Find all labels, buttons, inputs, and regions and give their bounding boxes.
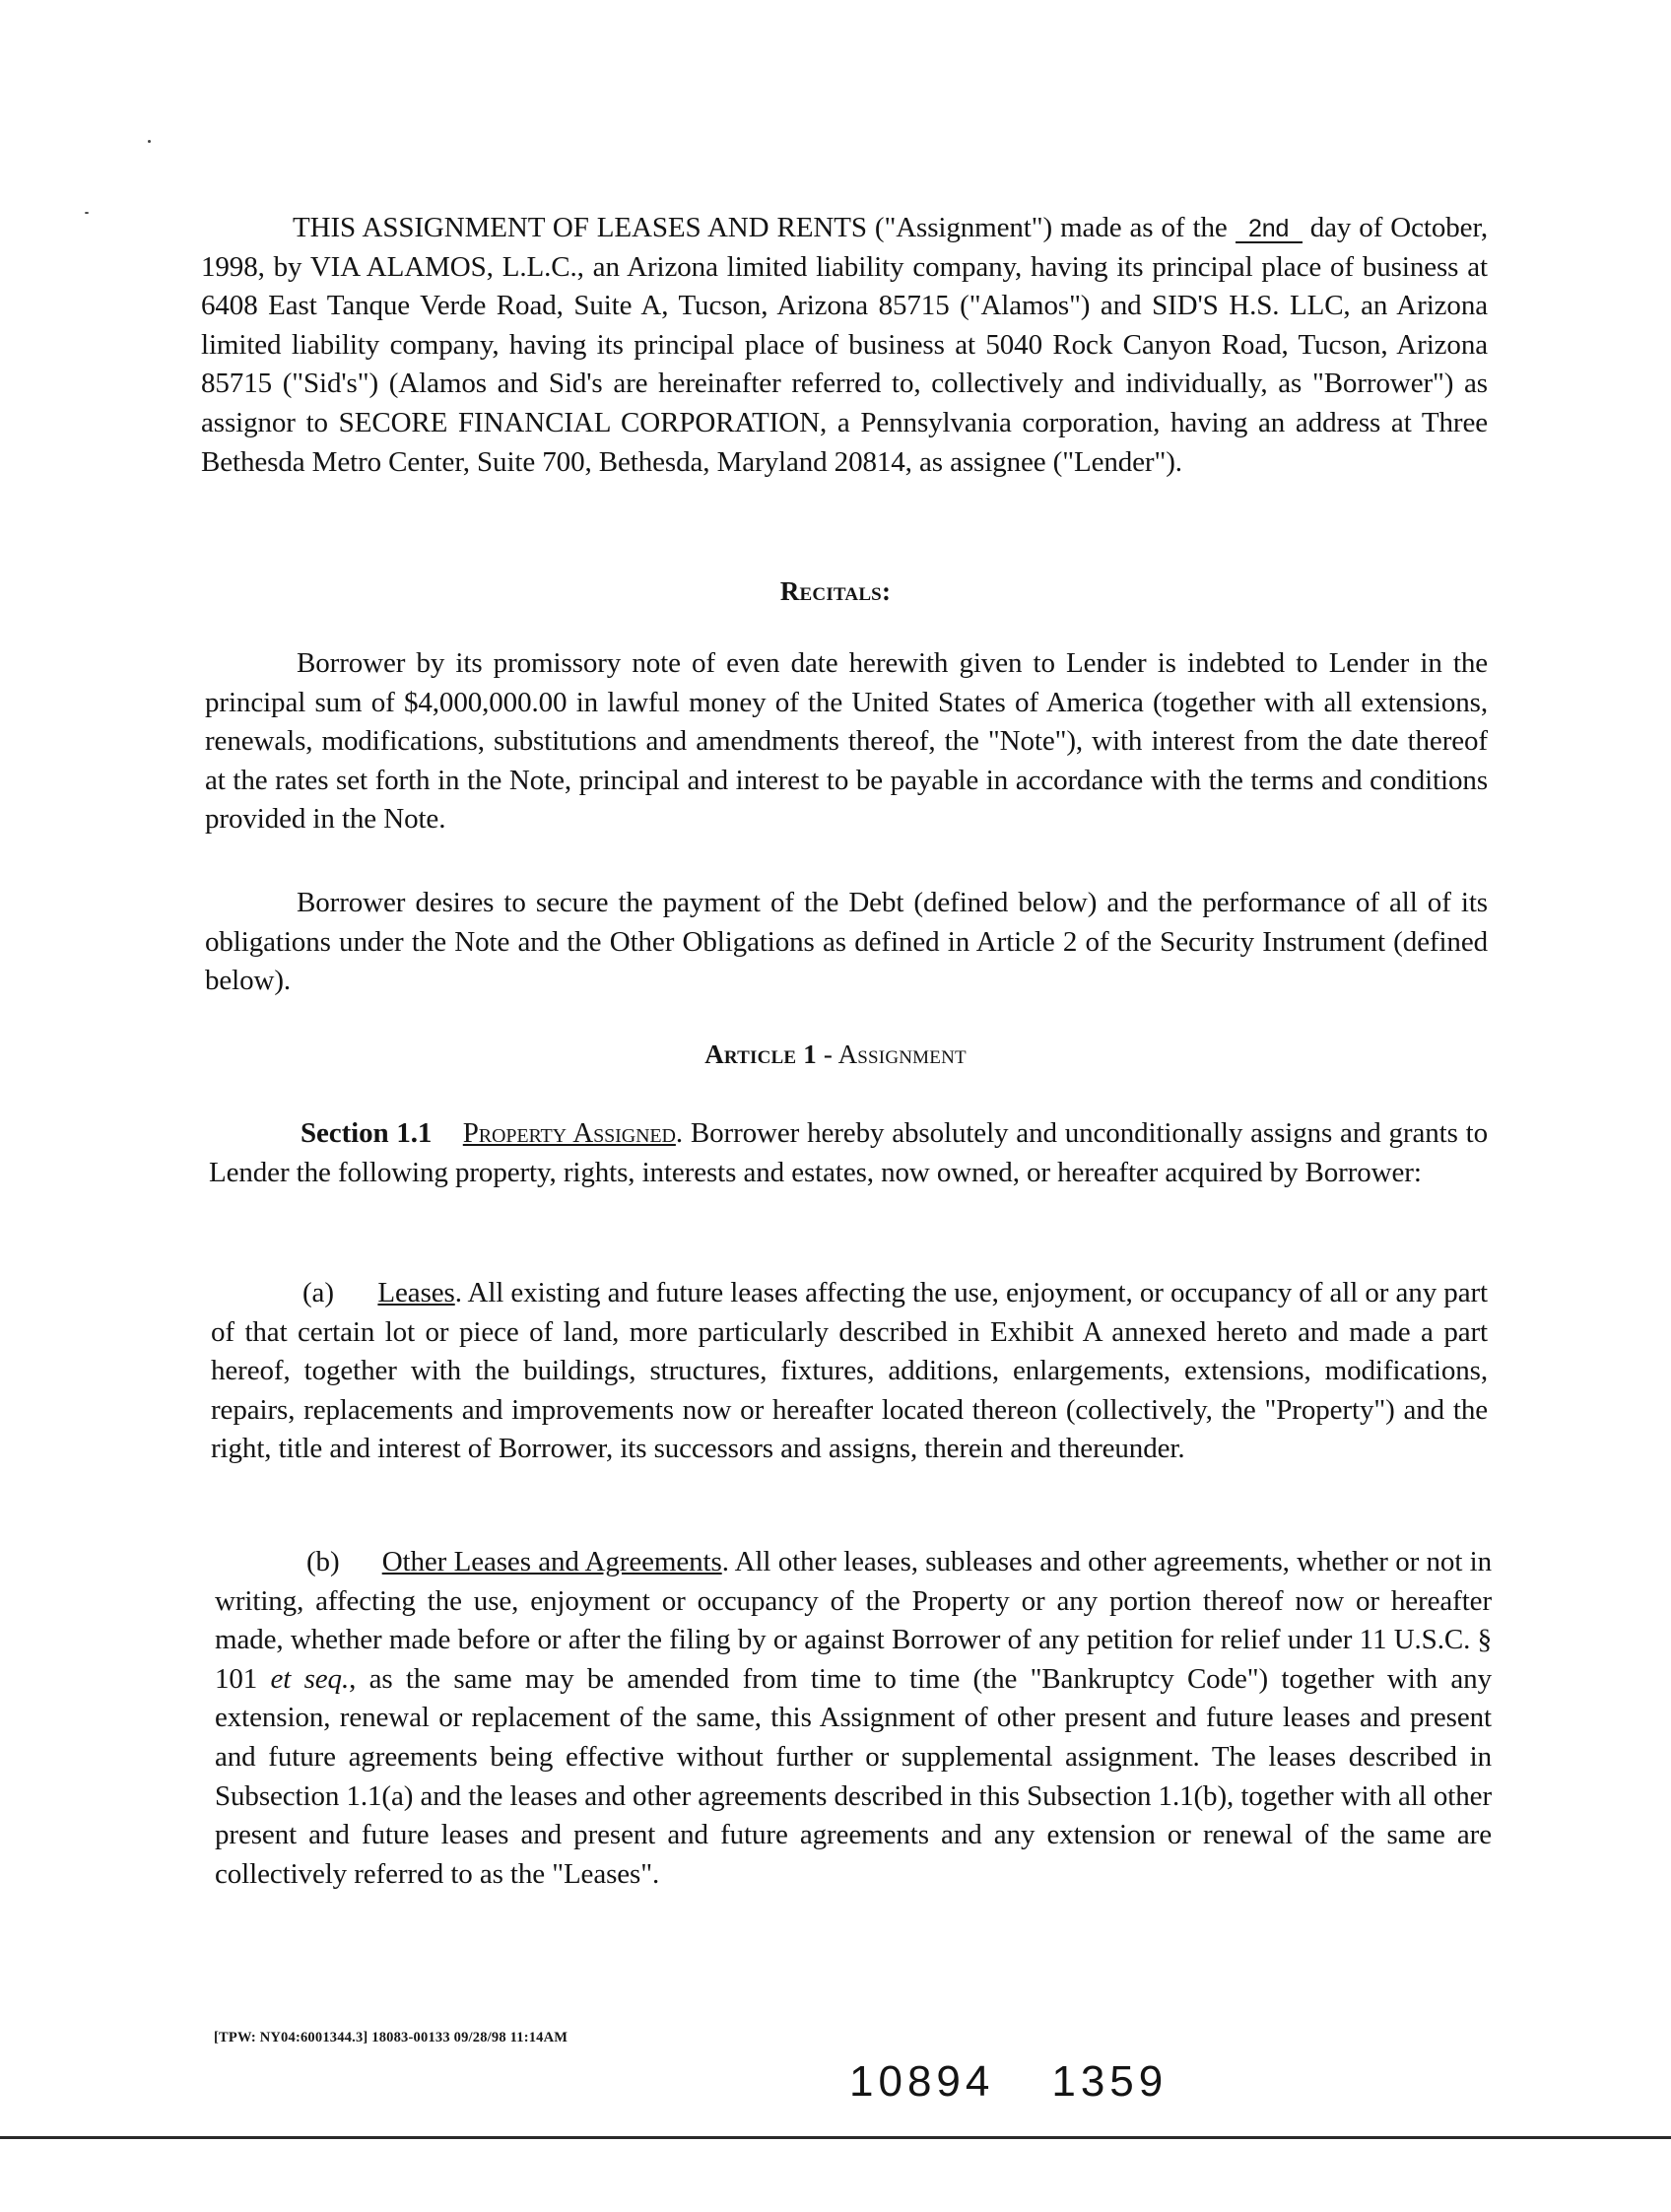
subsection-b: (b) Other Leases and Agreements. All other leases, subleases and other agreements, whether or not in writing, affecting the use, enjoyment or occupancy of the Property or any portion thereof now or hereafter made, whether made before or after the filing by or against Borrower of any petition for relief under 11 U.S.C. § 101 et seq., as the same may be amended from time to time (the "Bankruptcy Code") together with any extension, renewal or replacement of the same, this Assignment of other present and future leases and present and future agreements being effective without further or supplemental assignment. The leases described in Subsection 1.1(a) and the leases and other agreements described in this Subsection 1.1(b), together with all other present and future leases and present and future agreements and any extension or renewal of the same are collectively referred to as the "Leases".: [215, 1543, 1492, 1894]
recording-number: [849, 2057, 1168, 2107]
subsection-title: Other Leases and Agreements: [381, 1546, 722, 1577]
document-footer-tag: [TPW: NY04:6001344.3] 18083-00133 09/28/98 11:14AM: [214, 2030, 568, 2045]
recital-paragraph-1: Borrower by its promissory note of even date herewith given to Lender is indebted to Lender in the principal sum of $4,000,000.00 in lawful money of the United States of America (together with all extensions, renewals, modifications, substitutions and amendments thereof, the "Note"), with interest from the date thereof at the rates set forth in the Note, principal and interest to be payable in accordance with the terms and conditions provided in the Note.: [205, 647, 1488, 836]
scan-speck: [85, 212, 89, 214]
recitals-heading: Recitals:: [779, 576, 892, 606]
section-title: Property Assigned: [462, 1117, 676, 1149]
intro-paragraph: THIS ASSIGNMENT OF LEASES AND RENTS ("Assignment") made as of the 2nd day of October, 1998, by VIA ALAMOS, L.L.C., an Arizona limited liability company, having its principal place of business at 6408 East Tanque Verde Road, Suite A, Tucson, Arizona 85715 ("Alamos") and SID'S H.S. LLC, an Arizona limited liability company, having its principal place of business at 5040 Rock Canyon Road, Tucson, Arizona 85715 ("Sid's") (Alamos and Sid's are hereinafter referred to, collectively and individually, as "Borrower") as assignor to SECORE FINANCIAL CORPORATION, a Pennsylvania corporation, having an address at Three Bethesda Metro Center, Suite 700, Bethesda, Maryland 20814, as assignee ("Lender").: [201, 212, 1488, 478]
subsection-a: (a) Leases. All existing and future leases affecting the use, enjoyment, or occupancy of all or any part of that certain lot or piece of land, more particularly described in Exhibit A annexed hereto and made a part hereof, together with the buildings, structures, fixtures, additions, enlargements, extensions, modifications, repairs, replacements and improvements now or hereafter located thereon (collectively, the "Property") and the right, title and interest of Borrower, its successors and assigns, therein and thereunder.: [211, 1274, 1488, 1469]
date-fill-in: 2nd: [1236, 216, 1303, 243]
subsection-label: (b): [306, 1546, 340, 1577]
scan-speck: [148, 140, 151, 143]
recording-book: 10894: [849, 2057, 995, 2106]
section-label: Section 1.1: [301, 1117, 433, 1149]
page-bottom-rule: [0, 2136, 1671, 2139]
section-1-1: Section 1.1 Property Assigned. Borrower hereby absolutely and unconditionally assigns and grants to Lender the following property, rights, interests and estates, now owned, or hereafter acquired by Borrower:: [209, 1117, 1488, 1188]
subsection-label: (a): [302, 1277, 334, 1308]
recording-page: 1359: [1051, 2057, 1169, 2106]
recital-paragraph-2: Borrower desires to secure the payment of the Debt (defined below) and the performance of all of its obligations under the Note and the Other Obligations as defined in Article 2 of the Security Instrument (defined below).: [205, 887, 1488, 997]
subsection-title: Leases: [377, 1277, 455, 1308]
article-heading: Article 1 - Assignment: [704, 1039, 967, 1069]
